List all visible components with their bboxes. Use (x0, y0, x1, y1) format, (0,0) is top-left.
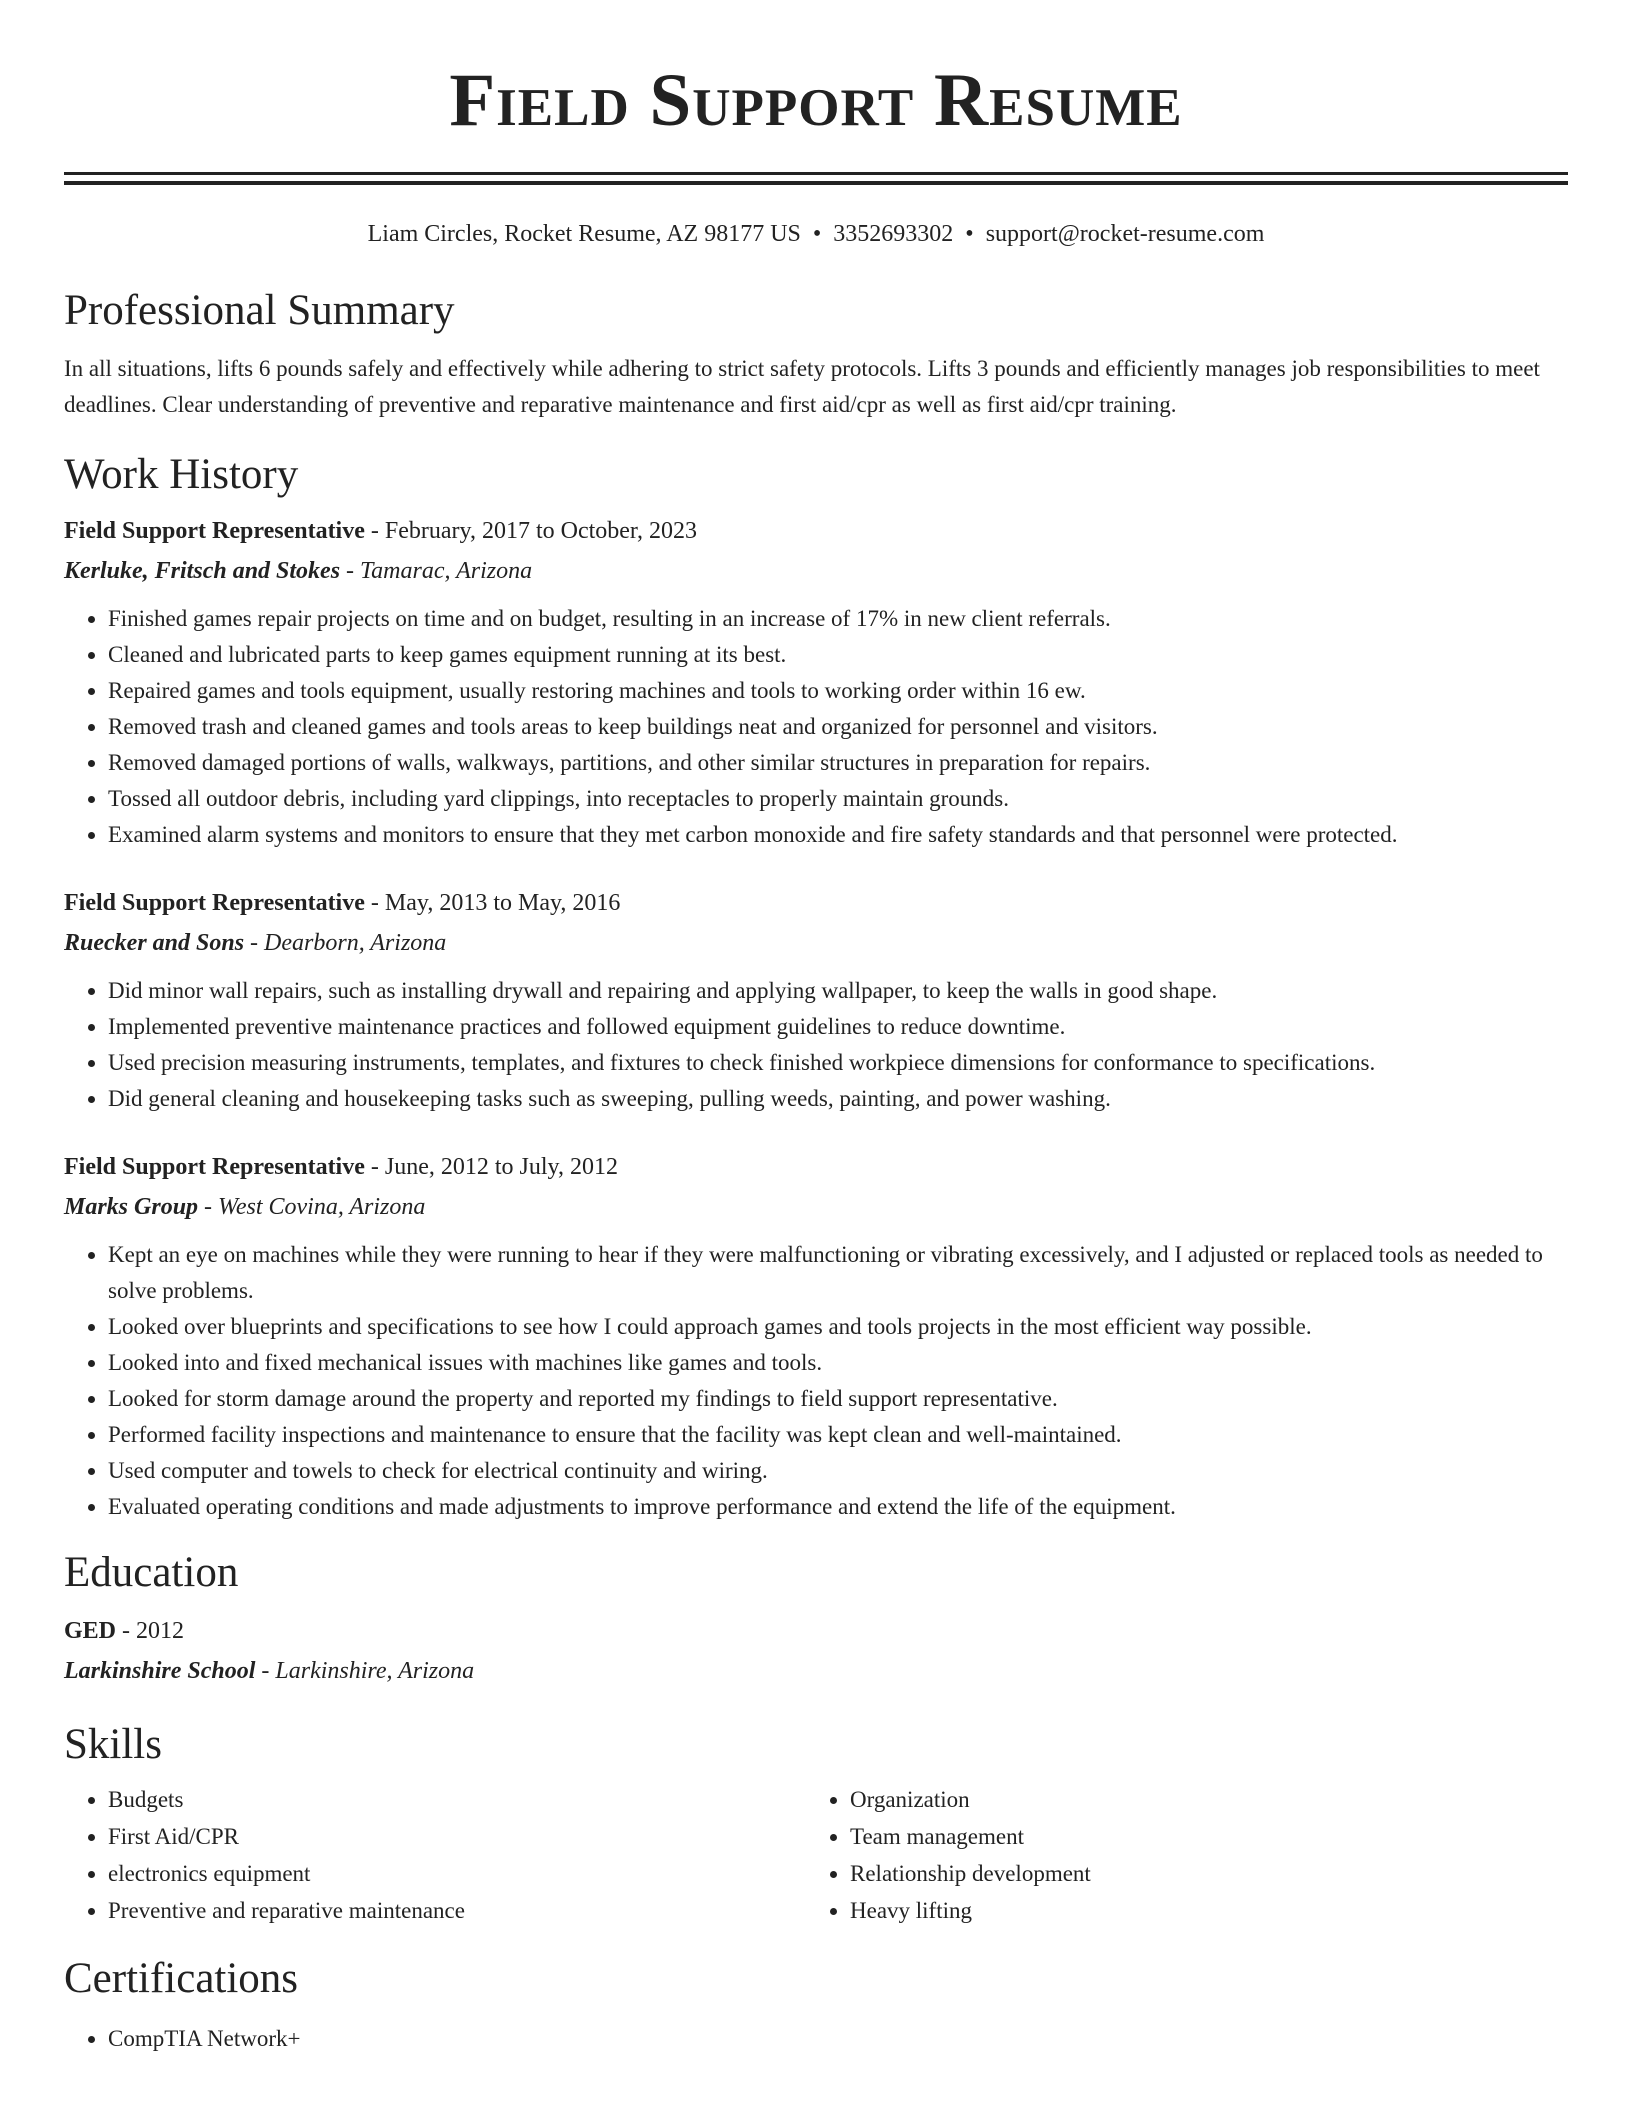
contact-line (64, 219, 1568, 249)
skills-list-left (64, 1781, 806, 1929)
skills-list-right (806, 1781, 1548, 1929)
job-bullet: • Implemented preventive maintenance practices and followed equipment guidelines to reduce downtime. (108, 1009, 1568, 1045)
skill-item: • First Aid/CPR (108, 1818, 806, 1855)
job-company: Ruecker and Sons (64, 930, 245, 956)
job-title: Field Support Representative (64, 890, 365, 916)
skill-item: • Preventive and reparative maintenance (108, 1892, 806, 1929)
education-year: - 2012 (116, 1618, 185, 1644)
education-school-line (64, 1651, 1568, 1691)
job-dates: - May, 2013 to May, 2016 (364, 890, 621, 916)
skills-section (64, 1719, 1568, 1929)
contact-separator: • (965, 221, 974, 247)
contact-address: Liam Circles, Rocket Resume, AZ 98177 US (367, 221, 801, 247)
job-entry (64, 1147, 1568, 1525)
job-entry (64, 511, 1568, 853)
job-location: - Dearborn, Arizona (244, 930, 447, 956)
job-title-line (64, 1147, 1568, 1187)
summary-heading: Professional Summary (64, 287, 455, 334)
job-title-line (64, 883, 1568, 923)
certifications-heading: Certifications (64, 1955, 299, 2002)
skills-heading: Skills (64, 1721, 162, 1768)
education-degree-line (64, 1611, 1568, 1651)
certifications-list (64, 2021, 1568, 2057)
job-bullet: • Tossed all outdoor debris, including yard clippings, into receptacles to properly maintain grounds. (108, 781, 1568, 817)
job-location: - Tamarac, Arizona (340, 558, 533, 584)
summary-text: In all situations, lifts 6 pounds safely and effectively while adhering to strict safety protocols. Lifts 3 pounds and efficiently manages job responsibilities to meet deadlines. Clear understanding of preventive and reparative maintenance and first aid/cpr as well as first aid/cpr training. (64, 356, 1540, 417)
contact-phone: 3352693302 (833, 221, 954, 247)
job-bullet: • Used precision measuring instruments, templates, and fixtures to check finished workpiece dimensions for conformance to specifications. (108, 1045, 1568, 1081)
skills-columns (64, 1781, 1568, 1929)
title-divider-bottom (64, 181, 1568, 185)
job-company-line (64, 923, 1568, 963)
education-location: - Larkinshire, Arizona (255, 1658, 475, 1684)
job-bullet: • Finished games repair projects on time and on budget, resulting in an increase of 17% in new client referrals. (108, 601, 1568, 637)
job-entry (64, 883, 1568, 1117)
job-bullet: • Performed facility inspections and maintenance to ensure that the facility was kept clean and well-maintained. (108, 1417, 1568, 1453)
education-heading: Education (64, 1549, 239, 1596)
job-title-line (64, 511, 1568, 551)
certifications-section (64, 1953, 1568, 2057)
job-bullet: • Repaired games and tools equipment, usually restoring machines and tools to working order within 16 ew. (108, 673, 1568, 709)
job-company: Kerluke, Fritsch and Stokes (64, 558, 341, 584)
education-section (64, 1547, 1568, 1691)
job-bullet: • Looked for storm damage around the property and reported my findings to field support representative. (108, 1381, 1568, 1417)
contact-separator: • (812, 221, 822, 247)
job-bullets (64, 1237, 1568, 1525)
job-bullet: • Looked over blueprints and specifications to see how I could approach games and tools projects in the most efficient way possible. (108, 1309, 1568, 1345)
job-company-line (64, 1187, 1568, 1227)
skill-item: • Team management (850, 1818, 1548, 1855)
skill-item: • Heavy lifting (850, 1892, 1548, 1929)
job-company: Marks Group (64, 1194, 199, 1220)
title-divider-top (64, 172, 1568, 175)
work-history-heading: Work History (64, 451, 299, 498)
skill-item: • electronics equipment (108, 1855, 806, 1892)
skill-item: • Organization (850, 1781, 1548, 1818)
job-bullets (64, 601, 1568, 853)
job-bullet: • Looked into and fixed mechanical issues with machines like games and tools. (108, 1345, 1568, 1381)
job-bullet: • Did minor wall repairs, such as installing drywall and repairing and applying wallpaper, to keep the walls in good shape. (108, 973, 1568, 1009)
job-bullet: • Examined alarm systems and monitors to ensure that they met carbon monoxide and fire safety standards and that personnel were protected. (108, 817, 1568, 853)
job-title: Field Support Representative (64, 518, 365, 544)
job-bullet: • Cleaned and lubricated parts to keep games equipment running at its best. (108, 637, 1568, 673)
job-bullet: • Evaluated operating conditions and made adjustments to improve performance and extend the life of the equipment. (108, 1489, 1568, 1525)
job-bullet: • Removed trash and cleaned games and tools areas to keep buildings neat and organized for personnel and visitors. (108, 709, 1568, 745)
certification-item: • CompTIA Network+ (108, 2021, 1568, 2057)
summary-section (64, 285, 1568, 423)
skill-item: • Relationship development (850, 1855, 1548, 1892)
education-degree: GED (64, 1618, 117, 1644)
contact-email: support@rocket-resume.com (985, 221, 1265, 247)
job-bullets (64, 973, 1568, 1117)
education-school: Larkinshire School (64, 1658, 256, 1684)
job-dates: - February, 2017 to October, 2023 (364, 518, 697, 544)
job-bullet: • Removed damaged portions of walls, walkways, partitions, and other similar structures in preparation for repairs. (108, 745, 1568, 781)
job-bullet: • Did general cleaning and housekeeping tasks such as sweeping, pulling weeds, painting, and power washing. (108, 1081, 1568, 1117)
work-history-section (64, 449, 1568, 1525)
job-title: Field Support Representative (64, 1154, 365, 1180)
job-company-line (64, 551, 1568, 591)
resume-title: Field Support Resume (449, 59, 1183, 142)
job-location: - West Covina, Arizona (198, 1194, 426, 1220)
job-bullet: • Used computer and towels to check for electrical continuity and wiring. (108, 1453, 1568, 1489)
job-dates: - June, 2012 to July, 2012 (364, 1154, 618, 1180)
skill-item: • Budgets (108, 1781, 806, 1818)
job-bullet: • Kept an eye on machines while they were running to hear if they were malfunctioning or vibrating excessively, and I adjusted or replaced tools as needed to solve problems. (108, 1237, 1568, 1309)
